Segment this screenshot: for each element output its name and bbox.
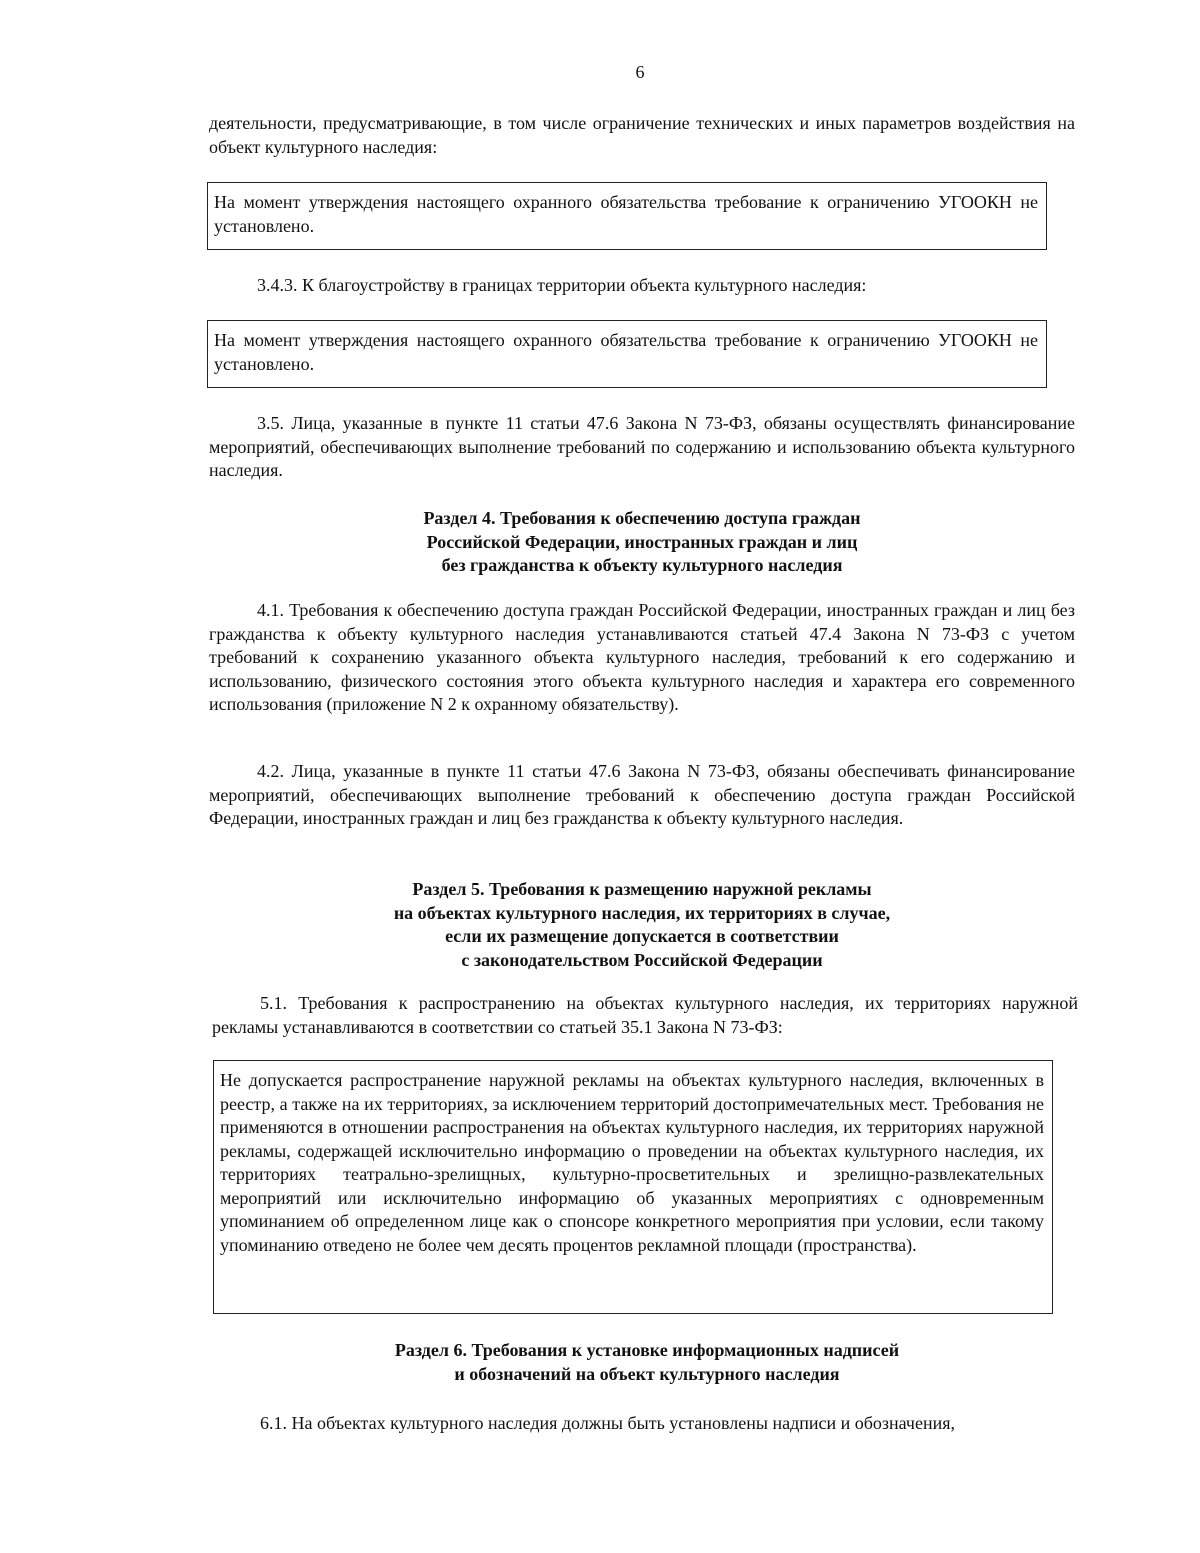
paragraph-5-1: 5.1. Требования к распространению на объектах культурного наследия, их территориях наружной рекламы устанавливаются в соответствии со статьей 35.1 Закона N 73-ФЗ: [212,993,1078,1037]
requirement-box-3: Не допускается распространение наружной рекламы на объектах культурного наследия, включенных в реестр, а также на их территориях, за исключением территорий достопримечательных мест. Требования не применяются в отношении распространения на объектах культурного наследия, их территориях наружной рекламы, содержащей исключительно информацию о проведении на объектах культурного наследия, их территориях театрально-зрелищных, культурно-просветительных и зрелищно-развлекательных мероприятий или исключительно информацию об указанных мероприятиях с одновременным упоминанием об определенном лице как о спонсоре конкретного мероприятия при условии, если такому упоминанию отведено не более чем десять процентов рекламной площади (пространства). [213,1060,1053,1314]
section-4-heading [209,507,1075,578]
section-6-heading-line-2: и обозначений на объект культурного наследия [454,1363,840,1384]
section-5-heading-line-1: Раздел 5. Требования к размещению наружной рекламы [412,879,872,899]
requirement-box-1: На момент утверждения настоящего охранного обязательства требование к ограничению УГООКН не установлено. [207,182,1047,250]
paragraph-4-2: 4.2. Лица, указанные в пункте 11 статьи 47.6 Закона N 73-ФЗ, обязаны обеспечивать финансирование мероприятий, обеспечивающих выполнение требований к обеспечению доступа граждан Российской Федерации, иностранных граждан и лиц без гражданства к объекту культурного наследия. [209,761,1075,828]
section-5-heading [209,878,1075,972]
section-6-heading-line-1: Раздел 6. Требования к установке информационных надписей [394,1340,900,1360]
section-6-heading [212,1339,1082,1386]
paragraph-continuation: деятельности, предусматривающие, в том числе ограничение технических и иных параметров воздействия на объект культурного наследия: [209,113,1075,157]
paragraph-3-4-3: 3.4.3. К благоустройству в границах территории объекта культурного наследия: [257,275,867,295]
section-4-heading-line-2: Российской Федерации, иностранных граждан и лиц [426,531,858,552]
section-5-heading-line-4: с законодательством Российской Федерации [461,949,823,970]
section-5-heading-line-2: на объектах культурного наследия, их территориях в случае, [393,902,891,923]
section-5-heading-line-3: если их размещение допускается в соответствии [445,926,839,946]
paragraph-4-1: 4.1. Требования к обеспечению доступа граждан Российской Федерации, иностранных граждан и лиц без гражданства к объекту культурного наследия устанавливаются статьей 47.4 Закона N 73-ФЗ с учетом требований к сохранению указанного объекта культурного наследия, требований к его содержанию и использованию, физического состояния этого объекта культурного наследия и характера его современного использования (приложение N 2 к охранному обязательству). [209,600,1075,714]
section-4-heading-line-3: без гражданства к объекту культурного наследия [441,555,843,575]
requirement-box-2: На момент утверждения настоящего охранного обязательства требование к ограничению УГООКН не установлено. [207,320,1047,388]
paragraph-6-1: 6.1. На объектах культурного наследия должны быть установлены надписи и обозначения, [260,1413,956,1433]
paragraph-3-5: 3.5. Лица, указанные в пункте 11 статьи 47.6 Закона N 73-ФЗ, обязаны осуществлять финансирование мероприятий, обеспечивающих выполнение требований по содержанию и использованию объекта культурного наследия. [209,413,1075,480]
page-number: 6 [635,62,645,82]
section-4-heading-line-1: Раздел 4. Требования к обеспечению доступа граждан [423,508,861,528]
